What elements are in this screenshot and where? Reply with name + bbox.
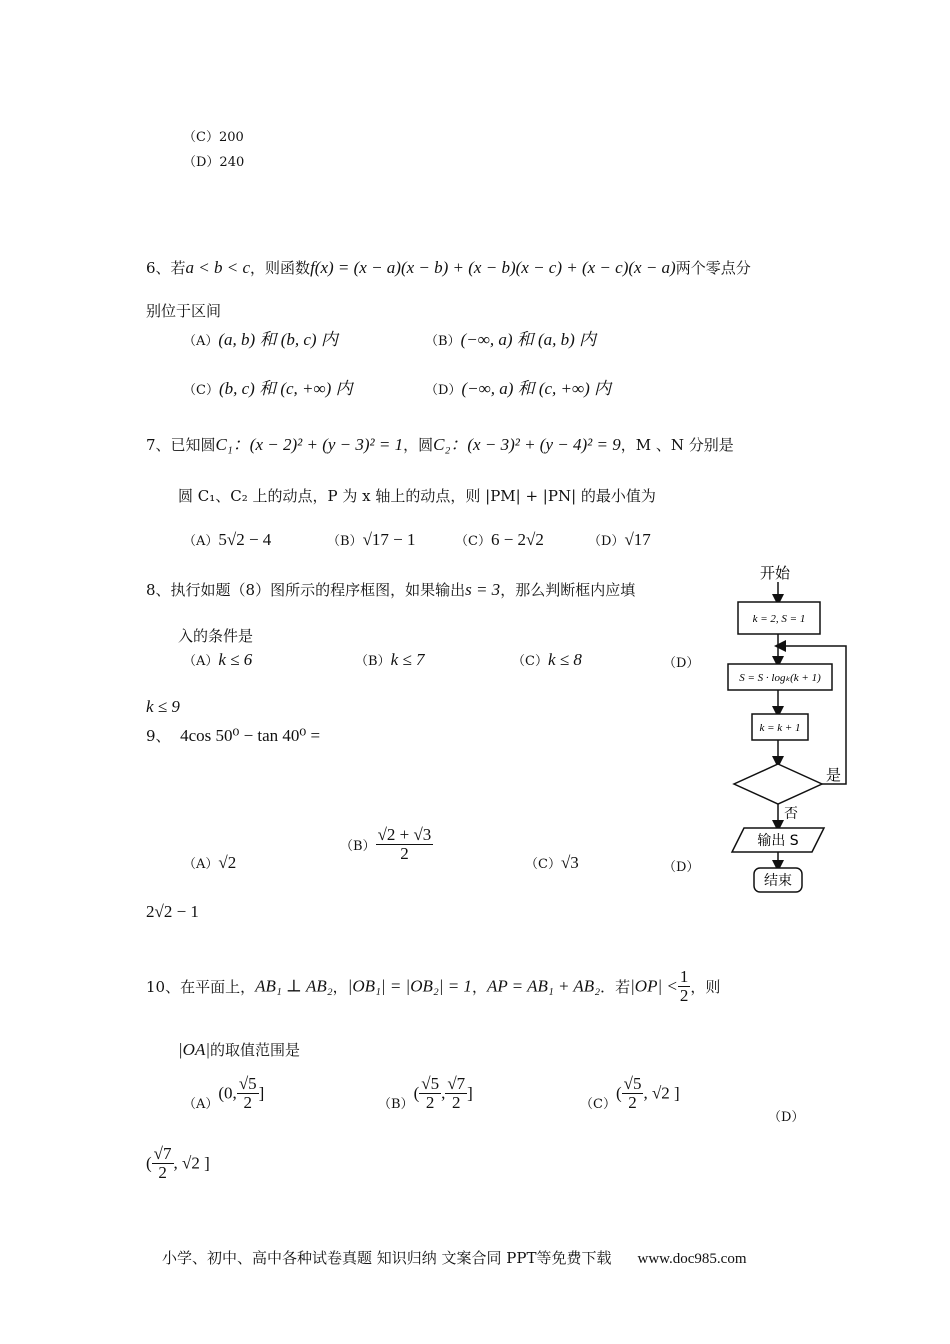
q9-option-b-label: （B） (340, 839, 376, 854)
q10-option-c (580, 1075, 680, 1112)
q6-option-b-label: （B） (425, 334, 461, 349)
q10-option-a-pre: (0, (218, 1083, 237, 1103)
q6-line1 (146, 258, 751, 278)
q9-option-c-label: （C） (525, 857, 561, 872)
q7-mid-text: ，圆 (403, 436, 434, 454)
q10-line2-text: 的取值范围是 (210, 1041, 301, 1059)
q9-option-a (183, 853, 236, 875)
q9-option-b (340, 826, 433, 863)
q8-option-b-label: （B） (355, 654, 391, 669)
q9-option-b-fraction (376, 826, 434, 863)
flow-init-label: k = 2, S = 1 (752, 613, 806, 625)
q7-circle-c2: C₂：(x − 3)² + (y − 4)² = 9 (433, 435, 621, 454)
q6-line2: 别位于区间 (146, 302, 222, 320)
q6-option-c-label: （C） (183, 383, 219, 398)
q10-equal-lengths: |OB₁| = |OB₂| = 1 (347, 976, 472, 996)
page-footer (162, 1247, 747, 1268)
q10-option-b-numerator-2: √7 (447, 1074, 466, 1093)
q8-option-b (355, 650, 424, 672)
q10-option-b-fraction-1 (419, 1075, 441, 1112)
q10-option-c-fraction (622, 1075, 644, 1112)
q10-line1: 10、在平面上，AB₁ ⊥ AB₂，|OB₁| = |OB₂| = 1，AP = AB₁ + AB₂．若|OP| < $\frac{1}{2}$ ，则 (146, 967, 721, 1005)
q8-line1 (146, 580, 635, 600)
q10-option-b-fraction-2 (445, 1075, 467, 1112)
q10-half-fraction (678, 968, 691, 1005)
q10-ruo: ．若 (600, 978, 631, 996)
q7-option-b-label: （B） (327, 534, 363, 549)
q10-line2 (178, 1040, 300, 1060)
program-flowchart (712, 560, 862, 900)
q9-option-c-text: √3 (560, 853, 579, 872)
q10-half-numerator: 1 (679, 967, 689, 986)
q9-option-d-text: 2√2 − 1 (146, 902, 199, 921)
q10-vector-sum: AP = AB₁ + AB₂ (486, 976, 601, 996)
q10-option-a-post: ] (258, 1083, 265, 1103)
q9-number: 9、 (146, 727, 171, 745)
q8-option-a-label: （A） (183, 654, 219, 669)
q10-half-denominator: 2 (679, 986, 689, 1005)
q10-option-d-denominator: 2 (158, 1163, 167, 1182)
q10-perpendicular: AB₁ ⊥ AB₂ (255, 976, 333, 996)
q6-option-b-text: (−∞, a) 和 (a, b) 内 (460, 330, 597, 349)
footer-text: 小学、初中、高中各种试卷真题 知识归纳 文案合同 PPT等免费下载 (162, 1249, 612, 1267)
q9-option-a-label: （A） (183, 857, 219, 872)
q7-option-d-text: √17 (624, 530, 651, 549)
q10-option-d-label: （D） (768, 1110, 805, 1125)
q6-option-a (183, 330, 338, 352)
q10-option-b-label: （B） (378, 1097, 414, 1112)
q10-option-d-numerator: √7 (153, 1144, 172, 1163)
q8-text-b: ，那么判断框内应填 (500, 581, 636, 599)
q6-number: 6、若 (146, 259, 186, 277)
q10-option-a-numerator: √5 (238, 1074, 257, 1093)
q7-option-a (183, 530, 271, 552)
q7-tail-text: ，M 、N 分别是 (620, 436, 734, 454)
q6-option-d-label: （D） (425, 383, 462, 398)
q9-expression: 4cos 50⁰ − tan 40⁰ = (180, 726, 321, 745)
q7-option-b-text: √17 − 1 (362, 530, 416, 549)
q8-option-b-text: k ≤ 7 (390, 650, 425, 669)
q7-option-c-label: （C） (455, 534, 491, 549)
q10-option-d (146, 1145, 210, 1182)
q9-option-b-numerator: √2 + √3 (377, 825, 432, 844)
footer-url[interactable]: www.doc985.com (637, 1251, 747, 1267)
q9-option-d-label: （D） (663, 860, 700, 875)
q10-option-a (183, 1075, 264, 1112)
q10-option-b-denominator-1: 2 (425, 1093, 435, 1112)
q7-option-a-text: 5√2 − 4 (218, 530, 272, 549)
q8-option-c-label: （C） (512, 654, 548, 669)
q9-option-b-denominator: 2 (400, 844, 409, 863)
q7-line2: 圆 C₁、C₂ 上的动点，P 为 x 轴上的动点，则 |PM| + |PN| 的最小值为 (178, 487, 656, 505)
flow-decision-diamond (734, 764, 822, 804)
q6-mid-text: ，则函数 (250, 259, 311, 277)
q6-option-a-label: （A） (183, 334, 219, 349)
q10-option-c-post: , √2 ] (643, 1083, 680, 1103)
q6-option-c-text: (b, c) 和 (c, +∞) 内 (218, 379, 353, 398)
q8-s-equals: s = 3 (465, 580, 501, 599)
q10-option-c-denominator: 2 (628, 1093, 637, 1112)
q7-option-d (588, 530, 651, 552)
flow-increment-label: k = k + 1 (759, 722, 801, 734)
q6-function: f(x) = (x − a)(x − b) + (x − b)(x − c) + (x − c)(x − a) (310, 258, 676, 277)
flow-output-label: 输出 S (757, 833, 799, 849)
q6-option-c (183, 379, 353, 401)
prev-option-c: （C）200 (183, 130, 244, 145)
q7-option-a-label: （A） (183, 534, 219, 549)
q8-line2: 入的条件是 (178, 627, 254, 645)
flow-start-label: 开始 (760, 564, 791, 582)
q6-option-d-text: (−∞, a) 和 (c, +∞) 内 (461, 379, 612, 398)
q9-option-a-text: √2 (218, 853, 237, 872)
flow-update-label: S = S · logₖ(k + 1) (739, 672, 821, 684)
q10-number: 10、在平面上， (146, 978, 256, 996)
q10-oa-abs: |OA| (178, 1040, 211, 1059)
q10-option-b: （B）( $\frac{√5}{2}$ , $\frac{√7}{2}$ ] (378, 1074, 473, 1112)
q10-op-condition: |OP| < (630, 976, 678, 996)
q10-option-b-denominator-2: 2 (452, 1093, 461, 1112)
q10-option-d-pre: ( (146, 1153, 152, 1173)
q6-condition: a < b < c (185, 258, 251, 277)
q10-option-a-label: （A） (183, 1097, 219, 1112)
q8-option-a (183, 650, 252, 672)
q7-option-c (455, 530, 544, 552)
q7-option-d-label: （D） (588, 534, 625, 549)
q8-option-c-text: k ≤ 8 (547, 650, 582, 669)
q10-ze: ，则 (690, 978, 721, 996)
q8-option-d-label: （D） (663, 656, 700, 671)
q10-option-d-fraction (152, 1145, 174, 1182)
flow-yes-label: 是 (826, 766, 842, 784)
q9-line1 (146, 726, 320, 746)
q10-option-a-fraction (237, 1075, 259, 1112)
flow-end-label: 结束 (764, 873, 792, 889)
q10-option-b-pre: ( (413, 1083, 420, 1103)
q10-option-b-numerator-1: √5 (421, 1074, 440, 1093)
q6-option-b (425, 330, 596, 352)
q8-option-a-text: k ≤ 6 (218, 650, 253, 669)
prev-option-d: （D）240 (183, 155, 245, 170)
q7-option-b (327, 530, 415, 552)
q6-tail-text: 两个零点分 (675, 259, 751, 277)
q8-option-c (512, 650, 582, 672)
q8-text-a: 8、执行如题（8）图所示的程序框图，如果输出 (146, 581, 466, 599)
q10-option-d-post: , √2 ] (173, 1153, 210, 1173)
q6-option-a-text: (a, b) 和 (b, c) 内 (218, 330, 338, 349)
q10-option-a-denominator: 2 (243, 1093, 252, 1112)
q10-option-c-numerator: √5 (623, 1074, 642, 1093)
q10-option-c-label: （C） (580, 1097, 616, 1112)
q10-option-c-pre: ( (615, 1083, 622, 1103)
q7-line1 (146, 435, 734, 455)
q7-number: 7、已知圆 (146, 436, 216, 454)
flow-no-label: 否 (784, 806, 798, 822)
q6-option-d (425, 379, 611, 401)
q10-option-b-post: ] (467, 1083, 473, 1103)
q7-circle-c1: C₁：(x − 2)² + (y − 3)² = 1 (215, 435, 404, 454)
q9-option-c (525, 853, 579, 875)
q7-option-c-text: 6 − 2√2 (490, 530, 544, 549)
q8-option-d-text: k ≤ 9 (146, 697, 180, 716)
